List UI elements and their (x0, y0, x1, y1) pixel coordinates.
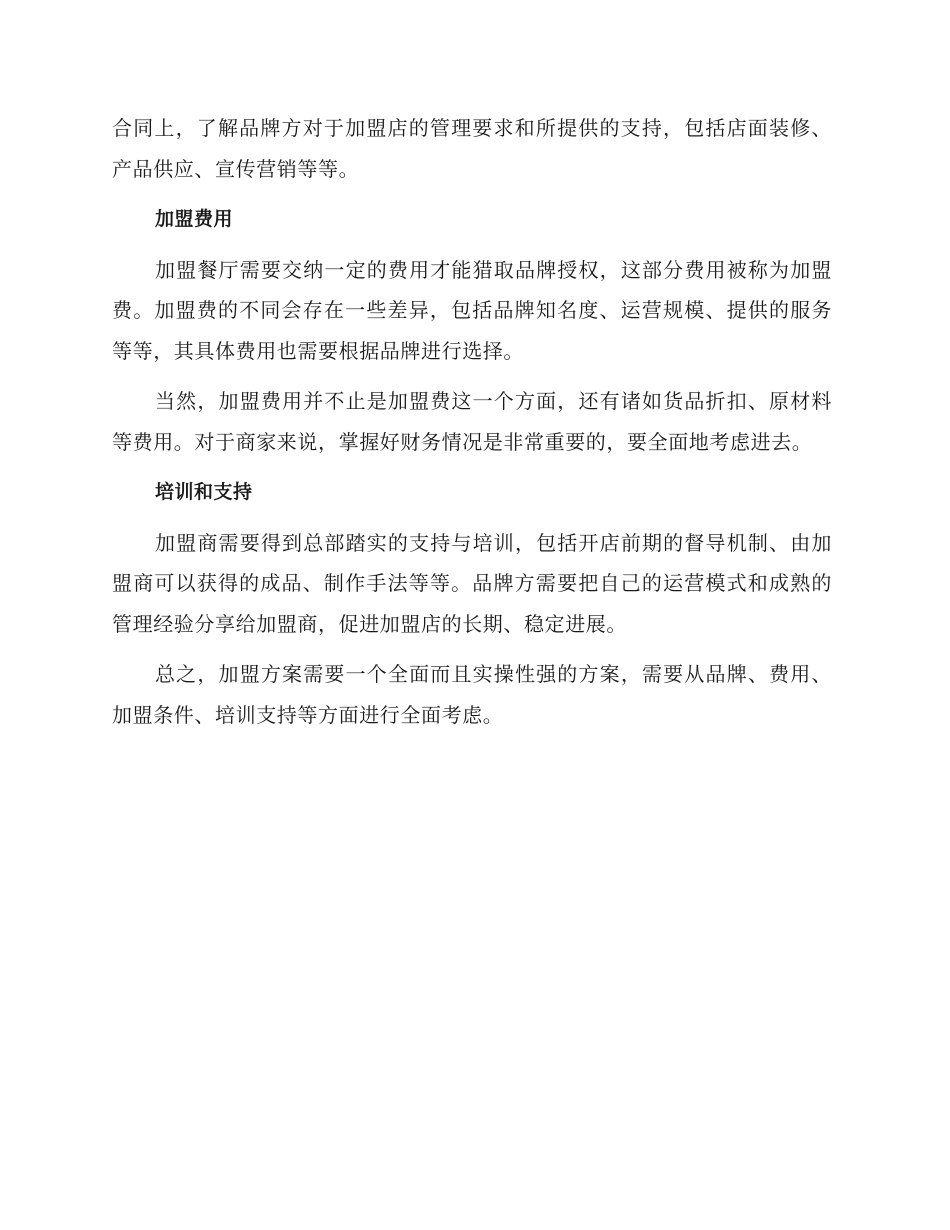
document-page (112, 108, 832, 745)
section-heading-franchise-fees: 加盟费用 (155, 208, 234, 230)
paragraph-conclusion: 总之，加盟方案需要一个全面而且实操性强的方案，需要从品牌、费用、加盟条件、培训支持等方面进行全面考虑。 (112, 662, 832, 727)
paragraph-other-costs: 当然，加盟费用并不止是加盟费这一个方面，还有诸如货品折扣、原材料等费用。对于商家来说，掌握好财务情况是非常重要的，要全面地考虑进去。 (112, 389, 832, 454)
section-heading-training-support: 培训和支持 (155, 481, 253, 503)
paragraph-contract-support: 合同上，了解品牌方对于加盟店的管理要求和所提供的支持，包括店面装修、产品供应、宣传营销等等。 (112, 116, 832, 181)
paragraph-training: 加盟商需要得到总部踏实的支持与培训，包括开店前期的督导机制、由加盟商可以获得的成品、制作手法等等。品牌方需要把自己的运营模式和成熟的管理经验分享给加盟商，促进加盟店的长期、稳定进展。 (112, 530, 832, 636)
paragraph-franchise-fee: 加盟餐厅需要交纳一定的费用才能猎取品牌授权，这部分费用被称为加盟费。加盟费的不同会存在一些差异，包括品牌知名度、运营规模、提供的服务等等，其具体费用也需要根据品牌进行选择。 (112, 257, 832, 363)
